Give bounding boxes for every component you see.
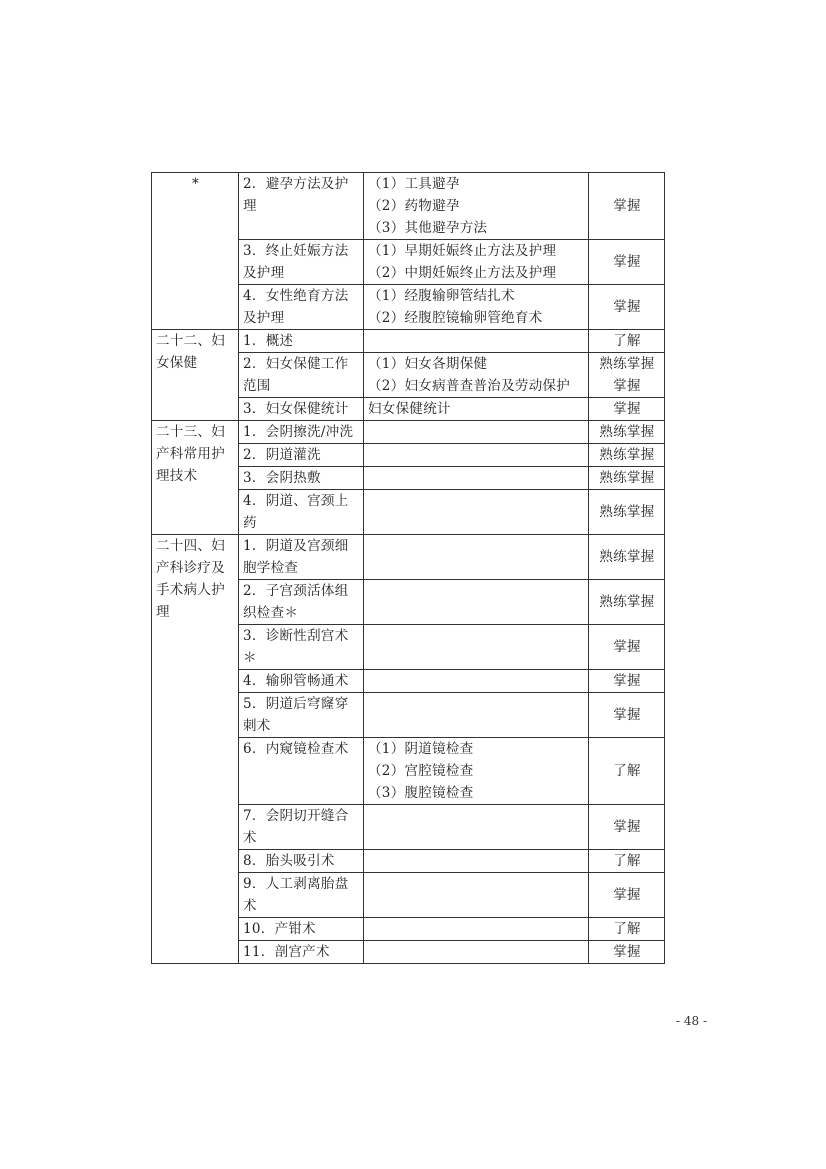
requirement-level: 掌握 [613, 378, 641, 394]
content-cell [364, 490, 589, 535]
requirement-cell [589, 580, 665, 625]
requirement-level: 了解 [613, 853, 641, 869]
content-item: （1）早期妊娠终止方法及护理 [368, 243, 557, 259]
topic-cell: 3．诊断性刮宫术＊ [239, 625, 364, 670]
topic-cell: 3．终止妊娠方法及护理 [239, 240, 364, 285]
requirement-cell [589, 535, 665, 580]
content-cell [364, 670, 589, 693]
requirement-cell [589, 490, 665, 535]
page-number: - 48 - [676, 1014, 708, 1028]
content-item: （2）经腹腔镜输卵管绝育术 [368, 310, 543, 326]
content-cell [364, 873, 589, 918]
content-cell [364, 850, 589, 873]
requirement-level: 熟练掌握 [599, 470, 655, 486]
content-cell [364, 941, 589, 964]
topic-cell: 2．子宫颈活体组织检查＊ [239, 580, 364, 625]
requirement-level: 熟练掌握 [599, 447, 655, 463]
topic-cell: 3．会阴热敷 [239, 467, 364, 490]
requirement-level: 熟练掌握 [599, 594, 655, 610]
requirement-level: 了解 [613, 921, 641, 937]
content-cell [364, 285, 589, 330]
content-cell [364, 693, 589, 738]
topic-cell: 3．妇女保健统计 [239, 398, 364, 421]
content-cell [364, 738, 589, 805]
content-cell [364, 625, 589, 670]
syllabus-table-body [152, 173, 665, 964]
content-cell [364, 918, 589, 941]
requirement-cell [589, 240, 665, 285]
topic-cell: 11．剖宫产术 [239, 941, 364, 964]
requirement-level: 掌握 [613, 401, 641, 417]
requirement-level: 熟练掌握 [599, 424, 655, 440]
requirement-level: 掌握 [613, 819, 641, 835]
requirement-cell [589, 693, 665, 738]
content-item: （2）宫腔镜检查 [368, 763, 474, 779]
requirement-level: 熟练掌握 [599, 504, 655, 520]
requirement-cell [589, 873, 665, 918]
table-row [152, 330, 665, 353]
requirement-level: 掌握 [613, 673, 641, 689]
content-item: （3）其他避孕方法 [368, 220, 488, 236]
content-cell [364, 330, 589, 353]
content-item: （1）妇女各期保健 [368, 356, 488, 372]
topic-cell: 1．会阴擦洗/冲洗 [239, 421, 364, 444]
table-row [152, 173, 665, 240]
requirement-level: 掌握 [613, 887, 641, 903]
section-cell: * [152, 173, 239, 330]
topic-cell: 9．人工剥离胎盘术 [239, 873, 364, 918]
content-cell [364, 398, 589, 421]
content-item: （1）经腹输卵管结扎术 [368, 288, 515, 304]
requirement-cell [589, 941, 665, 964]
topic-cell: 6．内窥镜检查术 [239, 738, 364, 805]
content-cell [364, 535, 589, 580]
requirement-level: 了解 [613, 763, 641, 779]
topic-cell: 2．避孕方法及护理 [239, 173, 364, 240]
syllabus-table [151, 172, 665, 964]
topic-cell: 4．女性绝育方法及护理 [239, 285, 364, 330]
requirement-cell [589, 398, 665, 421]
topic-cell: 1．阴道及宫颈细胞学检查 [239, 535, 364, 580]
topic-cell: 10．产钳术 [239, 918, 364, 941]
content-cell [364, 467, 589, 490]
requirement-cell [589, 421, 665, 444]
requirement-cell [589, 330, 665, 353]
requirement-level: 掌握 [613, 299, 641, 315]
requirement-level: 了解 [613, 333, 641, 349]
content-cell [364, 173, 589, 240]
content-cell [364, 353, 589, 398]
topic-cell: 7．会阴切开缝合术 [239, 805, 364, 850]
requirement-cell [589, 738, 665, 805]
content-item: （1）工具避孕 [368, 176, 460, 192]
topic-cell: 2．妇女保健工作范围 [239, 353, 364, 398]
requirement-level: 掌握 [613, 944, 641, 960]
requirement-level: 熟练掌握 [599, 356, 655, 372]
topic-cell: 2．阴道灌洗 [239, 444, 364, 467]
requirement-level: 熟练掌握 [599, 549, 655, 565]
requirement-level: 掌握 [613, 639, 641, 655]
requirement-cell [589, 173, 665, 240]
requirement-cell [589, 670, 665, 693]
requirement-cell [589, 444, 665, 467]
section-cell: 二十二、妇女保健 [152, 330, 239, 421]
topic-cell: 8．胎头吸引术 [239, 850, 364, 873]
requirement-cell [589, 625, 665, 670]
section-cell: 二十三、妇产科常用护理技术 [152, 421, 239, 535]
section-cell: 二十四、妇产科诊疗及手术病人护理 [152, 535, 239, 964]
content-item: 妇女保健统计 [368, 401, 451, 417]
requirement-cell [589, 918, 665, 941]
content-item: （2）妇女病普查普治及劳动保护 [368, 378, 571, 394]
requirement-cell [589, 850, 665, 873]
table-row [152, 421, 665, 444]
requirement-level: 掌握 [613, 707, 641, 723]
content-item: （2）中期妊娠终止方法及护理 [368, 265, 557, 281]
topic-cell: 5．阴道后穹窿穿刺术 [239, 693, 364, 738]
requirement-level: 掌握 [613, 254, 641, 270]
content-item: （3）腹腔镜检查 [368, 785, 474, 801]
requirement-level: 掌握 [613, 198, 641, 214]
content-cell [364, 240, 589, 285]
content-cell [364, 421, 589, 444]
table-row [152, 535, 665, 580]
topic-cell: 1．概述 [239, 330, 364, 353]
topic-cell: 4．输卵管畅通术 [239, 670, 364, 693]
requirement-cell [589, 467, 665, 490]
content-item: （2）药物避孕 [368, 198, 460, 214]
content-cell [364, 580, 589, 625]
requirement-cell [589, 353, 665, 398]
content-cell [364, 805, 589, 850]
requirement-cell [589, 285, 665, 330]
content-cell [364, 444, 589, 467]
topic-cell: 4．阴道、宫颈上药 [239, 490, 364, 535]
requirement-cell [589, 805, 665, 850]
content-item: （1）阴道镜检查 [368, 741, 474, 757]
